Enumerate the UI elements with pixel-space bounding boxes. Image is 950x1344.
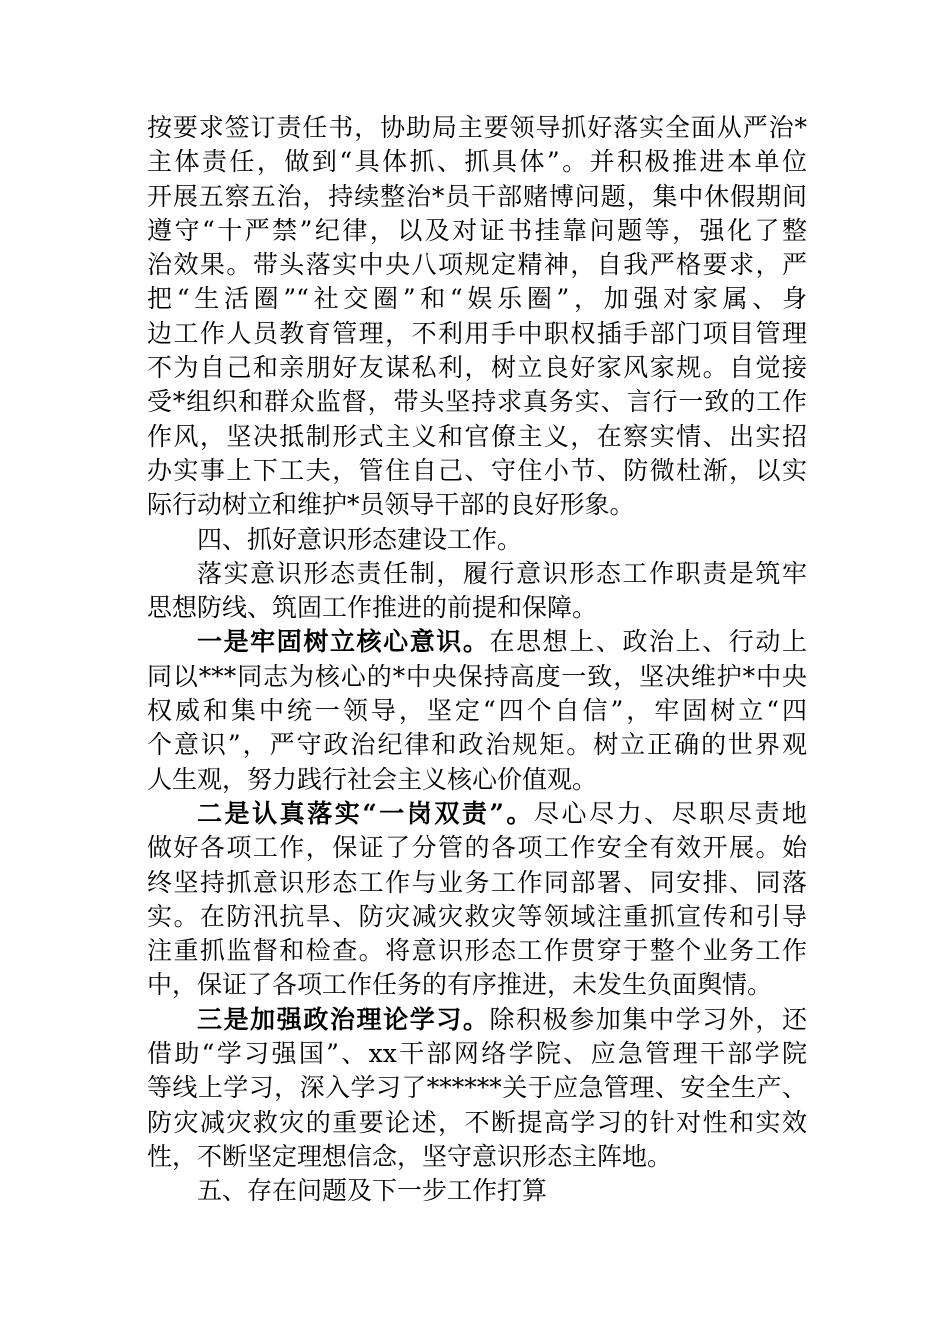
paragraph-line: 人生观，努力践行社会主义核心价值观。 <box>147 764 598 794</box>
paragraph-text: 在思想上、政治上、行动上 <box>489 627 807 657</box>
paragraph-line: 同以***同志为核心的*中央保持高度一致，坚决维护*中央 <box>147 661 807 691</box>
paragraph-line: 借助“学习强国”、xx干部网络学院、应急管理干部学院 <box>147 1039 807 1069</box>
section-heading: 五、存在问题及下一步工作打算 <box>197 1176 548 1206</box>
section-heading: 四、抓好意识形态建设工作。 <box>197 524 523 554</box>
paragraph-line: 终坚持抓意识形态工作与业务工作同部署、同安排、同落 <box>147 867 807 897</box>
paragraph-lead: 二是认真落实“一岗双责”。 <box>197 798 534 828</box>
paragraph-line: 防灾减灾救灾的重要论述，不断提高学习的针对性和实效 <box>147 1107 807 1137</box>
paragraph-line: 办实事上下工夫，管住自己、守住小节、防微杜渐，以实 <box>147 455 807 485</box>
paragraph-line: 开展五察五治，持续整治*员干部赌博问题，集中休假期间 <box>147 181 807 211</box>
paragraph-line: 治效果。带头落实中央八项规定精神，自我严格要求，严 <box>147 250 807 280</box>
paragraph-lead: 三是加强政治理论学习。 <box>197 1004 490 1034</box>
document-body <box>147 111 807 1209</box>
paragraph-first-line <box>147 1003 807 1037</box>
paragraph-line: 权威和集中统一领导，坚定“四个自信”，牢固树立“四 <box>147 696 807 726</box>
paragraph-line: 中，保证了各项工作任务的有序推进，未发生负面舆情。 <box>147 970 773 1000</box>
paragraph-line: 遵守“十严禁”纪律，以及对证书挂靠问题等，强化了整 <box>147 215 807 245</box>
paragraph-line: 边工作人员教育管理，不利用手中职权插手部门项目管理 <box>147 318 807 348</box>
paragraph-line: 落实意识形态责任制，履行意识形态工作职责是筑牢 <box>197 558 807 588</box>
paragraph-line: 注重抓监督和检查。将意识形态工作贯穿于整个业务工作 <box>147 936 807 966</box>
paragraph-line: 个意识”，严守政治纪律和政治规矩。树立正确的世界观 <box>147 730 807 760</box>
paragraph-text: 除积极参加集中学习外，还 <box>489 1004 807 1034</box>
paragraph-line: 作风，坚决抵制形式主义和官僚主义，在察实情、出实招 <box>147 421 807 451</box>
paragraph-line: 际行动树立和维护*员领导干部的良好形象。 <box>147 490 635 520</box>
paragraph-line: 等线上学习，深入学习了******关于应急管理、安全生产、 <box>147 1073 807 1103</box>
paragraph-text: 尽心尽力、尽职尽责地 <box>533 798 807 828</box>
paragraph-line: 按要求签订责任书，协助局主要领导抓好落实全面从严治* <box>147 113 807 142</box>
paragraph-line: 主体责任，做到“具体抓、抓具体”。并积极推进本单位 <box>147 147 807 177</box>
paragraph-line: 受*组织和群众监督，带头坚持求真务实、言行一致的工作 <box>147 387 807 417</box>
paragraph-line: 思想防线、筑固工作推进的前提和保障。 <box>147 593 598 623</box>
paragraph-line: 把“生活圈”“社交圈”和“娱乐圈”，加强对家属、身 <box>147 284 807 314</box>
paragraph-lead: 一是牢固树立核心意识。 <box>197 627 490 657</box>
paragraph-line: 不为自己和亲朋好友谋私利，树立良好家风家规。自觉接 <box>147 353 807 383</box>
paragraph-line: 做好各项工作，保证了分管的各项工作安全有效开展。始 <box>147 833 807 863</box>
paragraph-first-line <box>147 625 807 659</box>
paragraph-line: 实。在防汛抗旱、防灾减灾救灾等领域注重抓宣传和引导 <box>147 901 807 931</box>
paragraph-line: 性，不断坚定理想信念，坚守意识形态主阵地。 <box>147 1141 673 1171</box>
paragraph-first-line <box>147 797 807 831</box>
